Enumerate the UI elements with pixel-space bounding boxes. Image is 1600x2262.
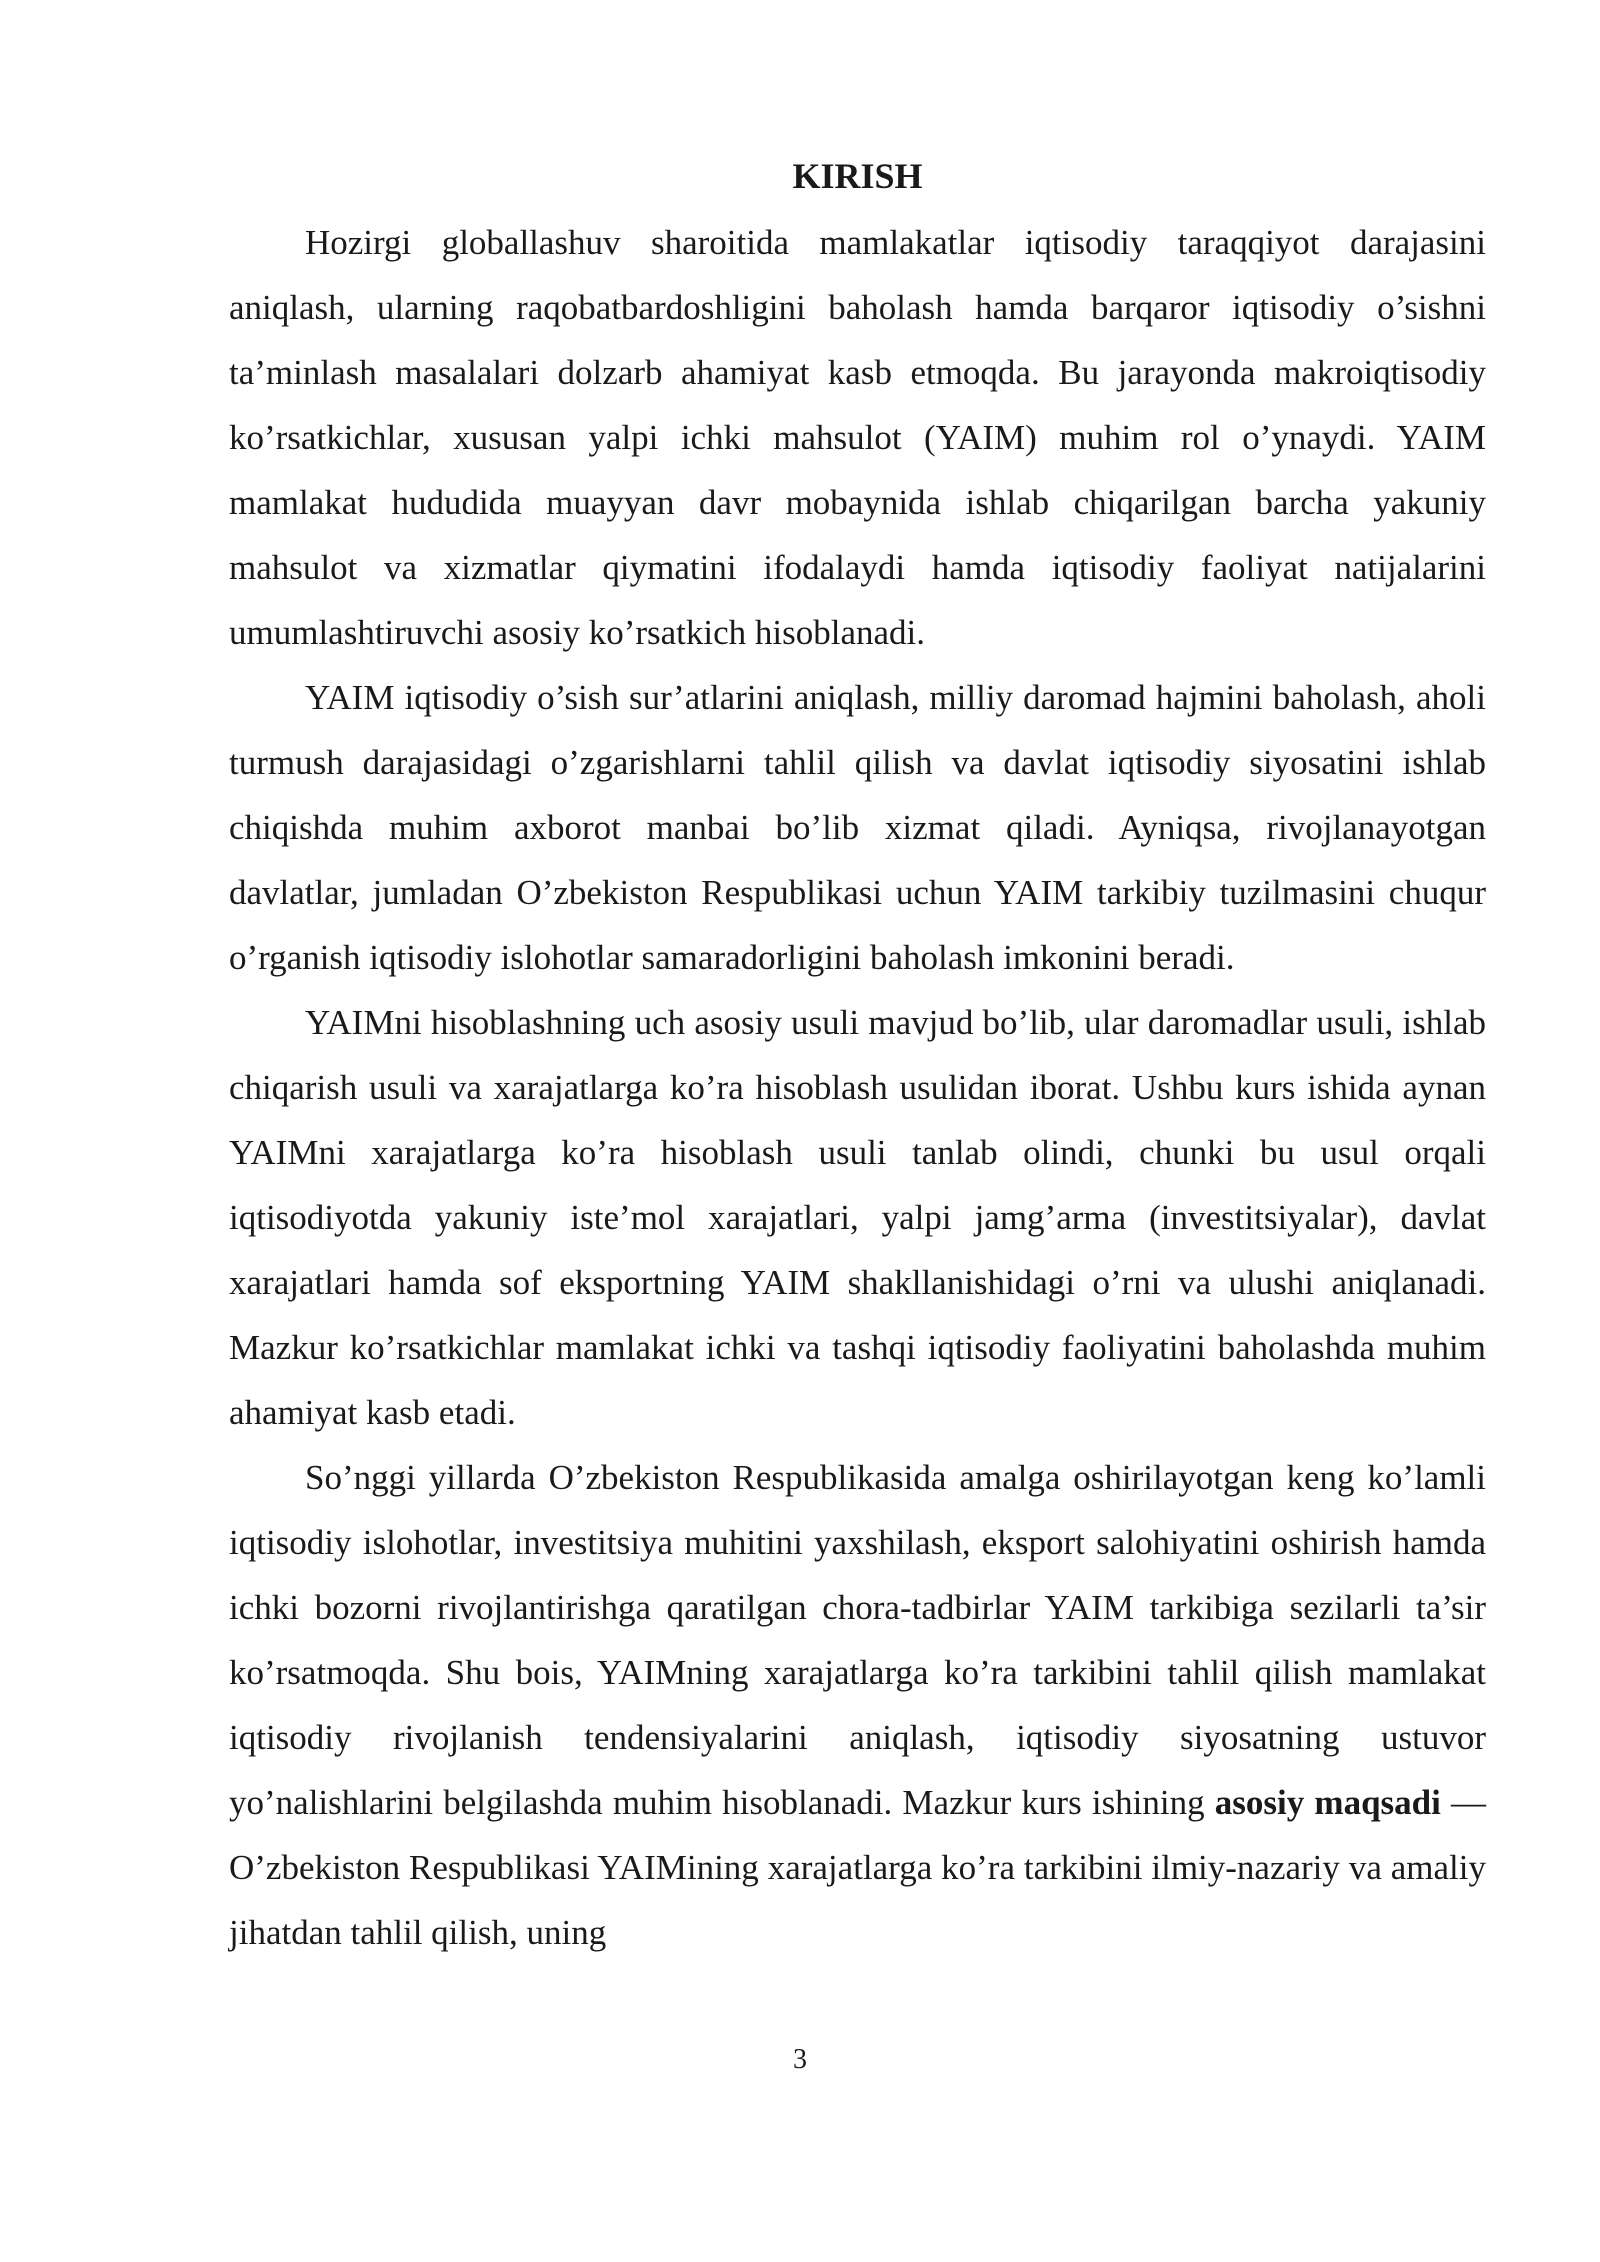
page-number: 3: [793, 2044, 807, 2075]
paragraph-1: Hozirgi globallashuv sharoitida mamlakatlar iqtisodiy taraqqiyot darajasini aniqlash, ularning raqobatbardoshligini baholash hamda barqaror iqtisodiy o’sishni ta’minlash masalalari dolzarb ahamiyat kasb etmoqda. Bu jarayonda makroiqtisodiy ko’rsatkichlar, xususan yalpi ichki mahsulot (YAIM) muhim rol o’ynaydi. YAIM mamlakat hududida muayyan davr mobaynida ishlab chiqarilgan barcha yakuniy mahsulot va xizmatlar qiymatini ifodalaydi hamda iqtisodiy faoliyat natijalarini umumlashtiruvchi asosiy ko’rsatkich hisoblanadi.: [229, 223, 1486, 652]
section-title: KIRISH: [792, 156, 923, 196]
paragraph-4-text-end: — O’zbekiston Respublikasi YAIMining xarajatlarga ko’ra tarkibini ilmiy-nazariy va amaliy jihatdan tahlil qilish, uning: [229, 1783, 1487, 1952]
paragraph-4-text-start: So’nggi yillarda O’zbekiston Respublikasida amalga oshirilayotgan keng ko’lamli iqtisodiy islohotlar, investitsiya muhitini yaxshilash, eksport salohiyatini oshirish hamda ichki bozorni rivojlantirishga qaratilgan chora-tadbirlar YAIM tarkibiga sezilarli ta’sir ko’rsatmoqda. Shu bois, YAIMning xarajatlarga ko’ra tarkibini tahlil qilish mamlakat iqtisodiy rivojlanish tendensiyalarini aniqlash, iqtisodiy siyosatning ustuvor yo’nalishlarini belgilashda muhim hisoblanadi. Mazkur kurs ishining: [229, 1458, 1486, 1822]
paragraph-2: YAIM iqtisodiy o’sish sur’atlarini aniqlash, milliy daromad hajmini baholash, aholi turmush darajasidagi o’zgarishlarni tahlil qilish va davlat iqtisodiy siyosatini ishlab chiqishda muhim axborot manbai bo’lib xizmat qiladi. Ayniqsa, rivojlanayotgan davlatlar, jumladan O’zbekiston Respublikasi uchun YAIM tarkibiy tuzilmasini chuqur o’rganish iqtisodiy islohotlar samaradorligini baholash imkonini beradi.: [229, 678, 1486, 977]
document-page: [229, 150, 1486, 1965]
bold-phrase-main-goal: asosiy maqsadi: [1214, 1783, 1441, 1822]
paragraph-3: YAIMni hisoblashning uch asosiy usuli mavjud bo’lib, ular daromadlar usuli, ishlab chiqarish usuli va xarajatlarga ko’ra hisoblash usulidan iborat. Ushbu kurs ishida aynan YAIMni xarajatlarga ko’ra hisoblash usuli tanlab olindi, chunki bu usul orqali iqtisodiyotda yakuniy iste’mol xarajatlari, yalpi jamg’arma (investitsiyalar), davlat xarajatlari hamda sof eksportning YAIM shakllanishidagi o’rni va ulushi aniqlanadi. Mazkur ko’rsatkichlar mamlakat ichki va tashqi iqtisodiy faoliyatini baholashda muhim ahamiyat kasb etadi.: [229, 1003, 1486, 1432]
paragraph-4: [229, 1445, 1486, 1965]
